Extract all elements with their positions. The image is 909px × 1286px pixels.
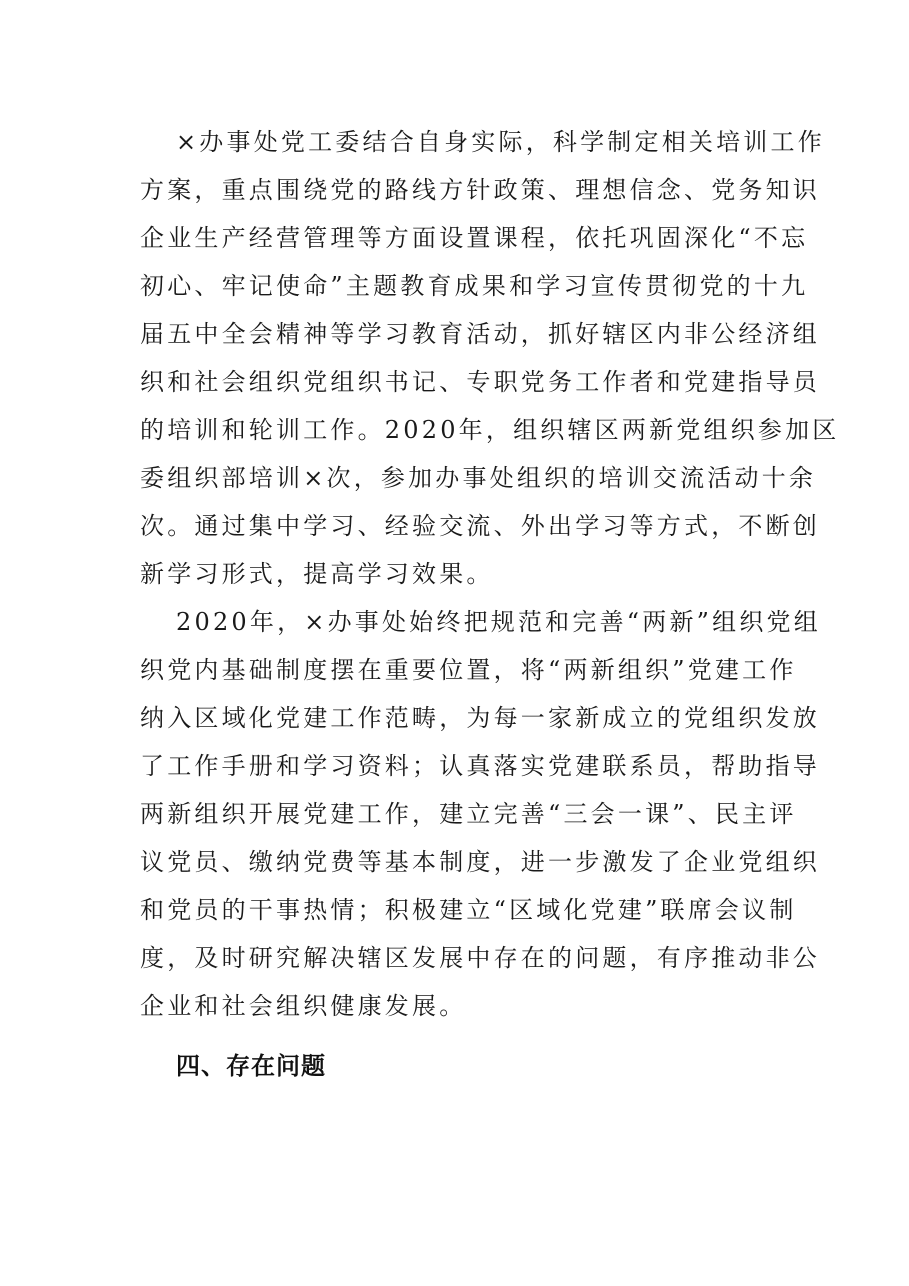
section-heading: 四、存在问题: [176, 1052, 326, 1080]
paragraph-line: 织党内基础制度摆在重要位置，将“两新组织”党建工作: [140, 656, 797, 684]
paragraph-line: 度，及时研究解决辖区发展中存在的问题，有序推动非公: [140, 944, 820, 972]
paragraph-line: 2020年，×办事处始终把规范和完善“两新”组织党组: [176, 608, 821, 636]
paragraph-line: 初心、牢记使命”主题教育成果和学习宣传贯彻党的十九: [140, 272, 809, 300]
paragraph-line: 的培训和轮训工作。2020年，组织辖区两新党组织参加区: [140, 416, 840, 444]
paragraph-line: 和党员的干事热情；积极建立“区域化党建”联席会议制: [140, 896, 797, 924]
paragraph-line: 两新组织开展党建工作，建立完善“三会一课”、民主评: [140, 800, 797, 828]
paragraph-line: 了工作手册和学习资料；认真落实党建联系员，帮助指导: [140, 752, 820, 780]
paragraph-line: 新学习形式，提高学习效果。: [140, 560, 494, 588]
paragraph-line: 织和社会组织党组织书记、专职党务工作者和党建指导员: [140, 368, 820, 396]
paragraph-line: ×办事处党工委结合自身实际，科学制定相关培训工作: [176, 128, 825, 156]
paragraph-line: 议党员、缴纳党费等基本制度，进一步激发了企业党组织: [140, 848, 820, 876]
paragraph-line: 方案，重点围绕党的路线方针政策、理想信念、党务知识: [140, 176, 820, 204]
paragraph-line: 委组织部培训×次，参加办事处组织的培训交流活动十余: [140, 464, 817, 492]
paragraph-line: 纳入区域化党建工作范畴，为每一家新成立的党组织发放: [140, 704, 820, 732]
paragraph-system-building: [140, 598, 821, 1030]
paragraph-line: 企业生产经营管理等方面设置课程，依托巩固深化“不忘: [140, 224, 809, 252]
paragraph-line: 企业和社会组织健康发展。: [140, 992, 467, 1020]
paragraph-line: 届五中全会精神等学习教育活动，抓好辖区内非公经济组: [140, 320, 820, 348]
paragraph-training-work: [140, 118, 840, 598]
paragraph-line: 次。通过集中学习、经验交流、外出学习等方式，不断创: [140, 512, 820, 540]
